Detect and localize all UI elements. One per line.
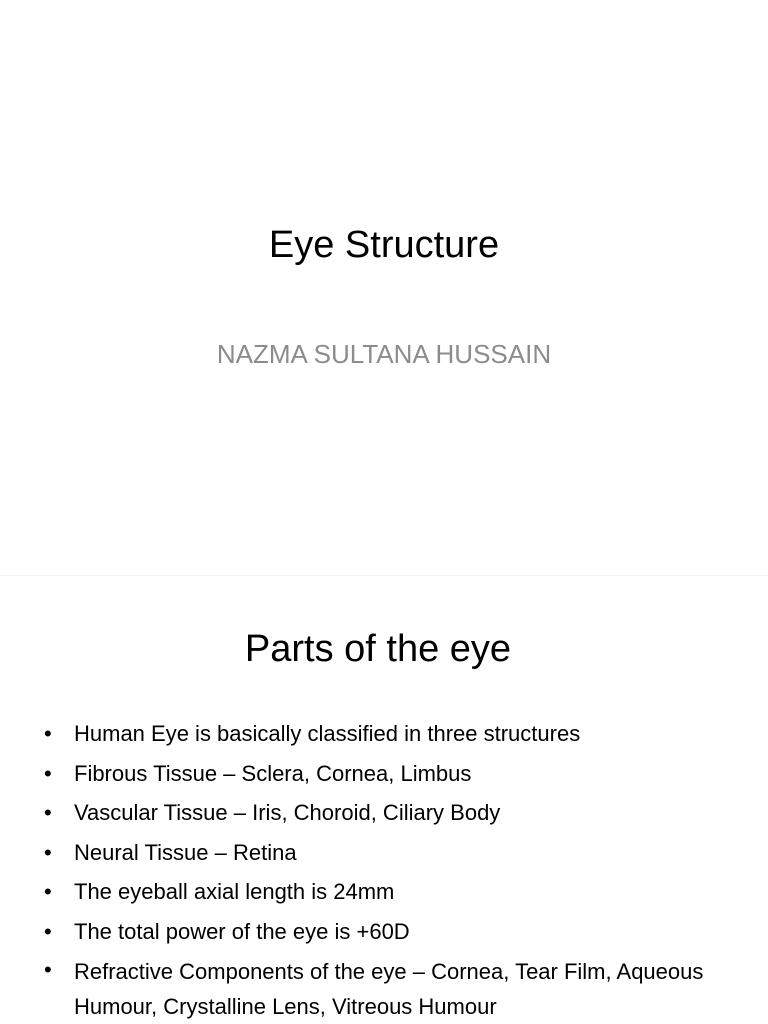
bullet-item — [44, 793, 756, 833]
bullet-icon: • — [44, 839, 52, 865]
bullet-icon: • — [44, 760, 52, 786]
bullet-icon: • — [44, 721, 52, 746]
bullet-text: The total power of the eye is +60D — [74, 918, 410, 944]
bullet-text: Neural Tissue – Retina — [74, 839, 297, 865]
bullet-text: The eyeball axial length is 24mm — [74, 879, 395, 905]
slide-title: Parts of the eye — [244, 628, 512, 670]
bullet-item — [44, 912, 756, 952]
bullet-text: Vascular Tissue – Iris, Choroid, Ciliary Body — [74, 800, 501, 826]
bullet-item — [44, 754, 756, 794]
bullet-item — [44, 714, 756, 754]
bullet-list — [44, 714, 756, 1024]
bullet-text: Refractive Components of the eye – Cornea, Tear Film, Aqueous Humour, Crystalline Lens, Vitreous Humour — [74, 958, 704, 1019]
slide-subtitle-author: NAZMA SULTANA HUSSAIN — [216, 339, 552, 369]
bullet-icon: • — [44, 800, 52, 826]
bullet-item — [44, 952, 756, 1024]
bullet-item — [44, 833, 756, 873]
slide-title: Eye Structure — [268, 224, 500, 266]
bullet-item — [44, 872, 756, 912]
bullet-text: Fibrous Tissue – Sclera, Cornea, Limbus — [74, 760, 472, 786]
bullet-text: Human Eye is basically classified in three structures — [74, 721, 581, 746]
bullet-icon: • — [44, 918, 52, 944]
bullet-icon: • — [44, 879, 52, 905]
content-slide — [0, 576, 768, 1024]
bullet-icon: • — [44, 956, 52, 982]
